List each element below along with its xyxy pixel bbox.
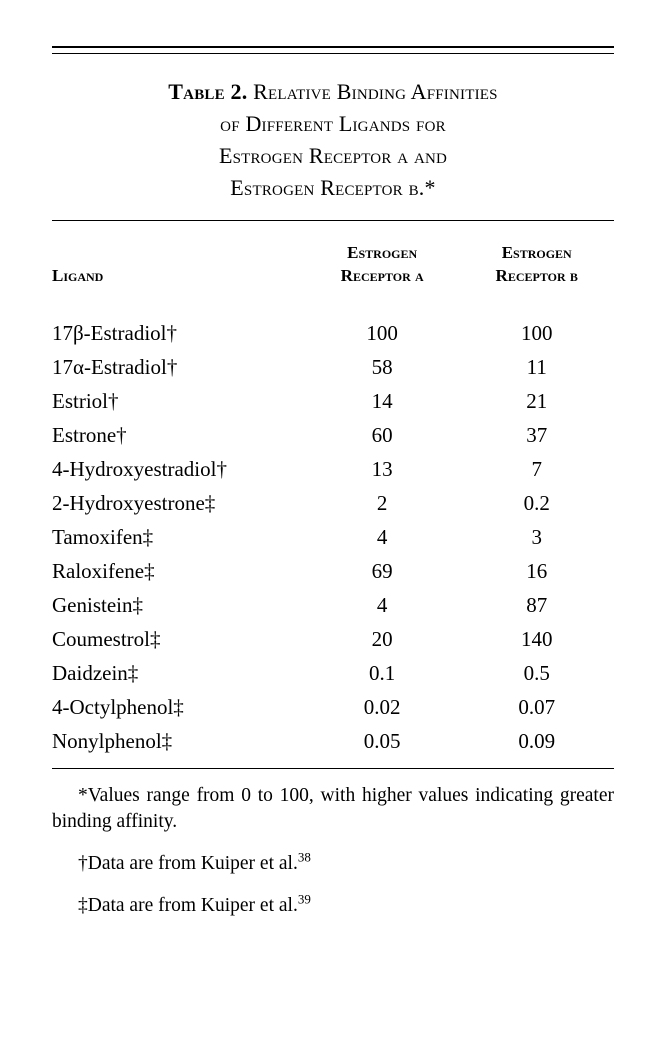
cell-ligand: Daidzein‡ xyxy=(52,661,139,685)
cell-er-beta: 7 xyxy=(531,457,542,481)
cell-ligand: Nonylphenol‡ xyxy=(52,729,173,753)
table-row xyxy=(52,452,614,486)
footnote-asterisk: *Values range from 0 to 100, with higher values indicating greater binding affinity. xyxy=(52,785,614,832)
cell-ligand: 4-Hydroxyestradiol† xyxy=(52,457,227,481)
table-page xyxy=(0,46,666,1050)
cell-er-alpha: 69 xyxy=(371,559,393,583)
cell-er-beta: 16 xyxy=(526,559,548,583)
caption-line-2: of Different Ligands for xyxy=(220,111,446,136)
table-row xyxy=(52,486,614,520)
cell-ligand: 2-Hydroxyestrone‡ xyxy=(52,491,216,515)
cell-ligand: Estrone† xyxy=(52,423,127,447)
affinity-table xyxy=(52,241,614,758)
cell-er-alpha: 60 xyxy=(371,423,393,447)
cell-er-beta: 3 xyxy=(531,525,542,549)
table-body xyxy=(52,293,614,758)
cell-er-alpha: 58 xyxy=(371,355,393,379)
cell-er-beta: 0.09 xyxy=(518,729,556,753)
cell-er-alpha: 2 xyxy=(376,491,388,515)
table-row xyxy=(52,520,614,554)
header-er-alpha-line2: Receptor α xyxy=(340,266,424,285)
spacer-cell xyxy=(459,293,614,316)
cell-er-beta: 140 xyxy=(520,627,553,651)
cell-ligand: Estriol† xyxy=(52,389,119,413)
cell-ligand: Genistein‡ xyxy=(52,593,143,617)
footnote-doubledagger-text: ‡Data are from Kuiper et al. xyxy=(78,895,298,916)
header-er-alpha-line1: Estrogen xyxy=(347,243,418,262)
header-er-beta xyxy=(459,241,614,293)
cell-er-alpha: 20 xyxy=(371,627,393,651)
footnotes xyxy=(52,783,614,919)
caption-line-4: Estrogen Receptor β.* xyxy=(230,175,436,200)
header-row xyxy=(52,241,614,293)
cell-ligand: Raloxifene‡ xyxy=(52,559,155,583)
cell-er-beta: 0.2 xyxy=(523,491,550,515)
footnote-dagger-ref: 38 xyxy=(297,849,311,865)
cell-er-beta: 0.5 xyxy=(523,661,550,685)
header-er-alpha xyxy=(305,241,460,293)
table-row xyxy=(52,350,614,384)
footnote-doubledagger xyxy=(52,893,614,919)
table-row xyxy=(52,316,614,350)
header-er-beta-line2: Receptor β xyxy=(495,266,578,285)
table-caption xyxy=(52,54,614,204)
table-head xyxy=(52,241,614,293)
cell-er-alpha: 100 xyxy=(366,321,398,345)
table-row xyxy=(52,690,614,724)
cell-ligand: 4-Octylphenol‡ xyxy=(52,695,184,719)
table-row xyxy=(52,588,614,622)
cell-er-alpha: 4 xyxy=(376,593,388,617)
table-row xyxy=(52,656,614,690)
table-row xyxy=(52,418,614,452)
cell-er-beta: 11 xyxy=(526,355,547,379)
header-er-beta-line1: Estrogen xyxy=(501,243,572,262)
table-row xyxy=(52,384,614,418)
cell-er-beta: 0.07 xyxy=(518,695,556,719)
table-row xyxy=(52,724,614,758)
rule-above-footnotes xyxy=(52,768,614,769)
rule-top-outer xyxy=(52,46,614,48)
cell-er-alpha: 4 xyxy=(376,525,388,549)
cell-er-beta: 21 xyxy=(526,389,548,413)
cell-ligand: 17β-Estradiol† xyxy=(52,321,177,345)
table-label: Table 2. xyxy=(168,79,248,104)
spacer-cell xyxy=(52,293,305,316)
footnote-dagger xyxy=(52,851,614,877)
caption-line-1: Relative Binding Affinities xyxy=(253,79,498,104)
cell-er-alpha: 0.05 xyxy=(363,729,401,753)
cell-ligand: 17α-Estradiol† xyxy=(52,355,178,379)
cell-er-beta: 100 xyxy=(520,321,553,345)
cell-er-beta: 37 xyxy=(526,423,548,447)
cell-ligand: Tamoxifen‡ xyxy=(52,525,154,549)
table-row xyxy=(52,554,614,588)
table-row xyxy=(52,622,614,656)
caption-line-3: Estrogen Receptor α and xyxy=(218,143,448,168)
spacer-cell xyxy=(305,293,460,316)
cell-er-beta: 87 xyxy=(526,593,548,617)
cell-er-alpha: 0.02 xyxy=(363,695,401,719)
footnote-doubledagger-ref: 39 xyxy=(297,891,311,907)
header-ligand: Ligand xyxy=(52,266,104,285)
cell-er-alpha: 0.1 xyxy=(369,661,396,685)
cell-er-alpha: 14 xyxy=(371,389,393,413)
cell-er-alpha: 13 xyxy=(371,457,393,481)
header-spacer-row xyxy=(52,293,614,316)
rule-below-caption xyxy=(52,220,614,221)
cell-ligand: Coumestrol‡ xyxy=(52,627,161,651)
footnote-dagger-text: †Data are from Kuiper et al. xyxy=(78,853,298,874)
